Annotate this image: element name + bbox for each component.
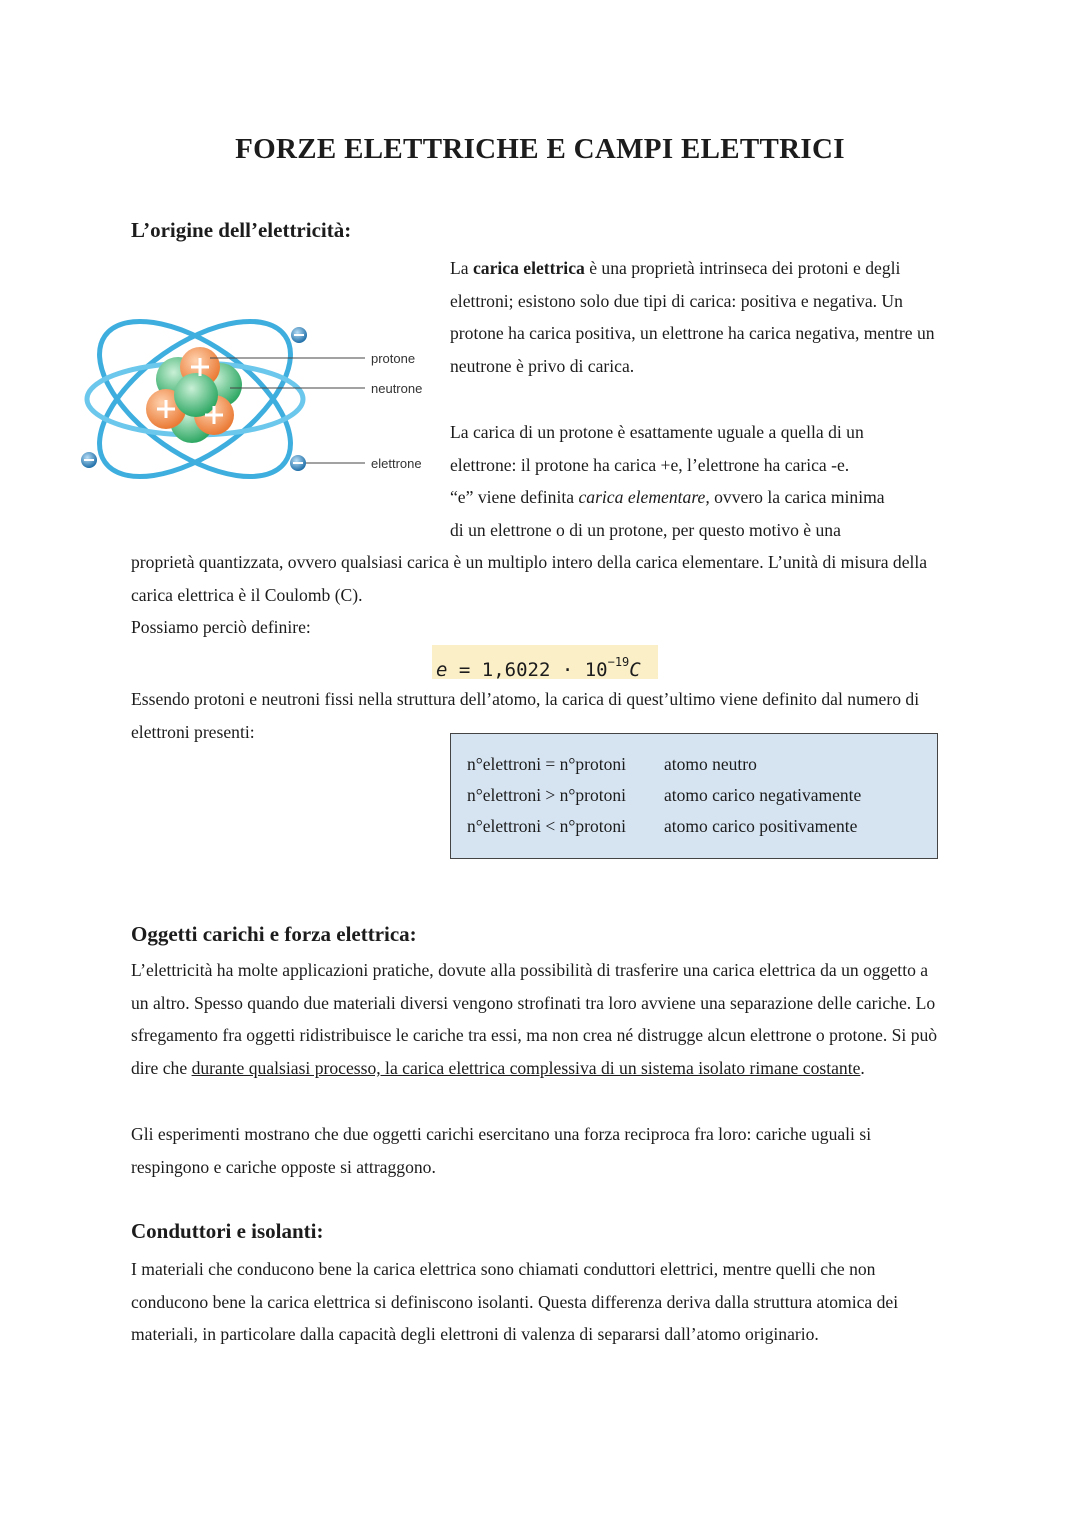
paragraph-define: Possiamo perciò definire: xyxy=(131,617,311,637)
term-carica-elettrica: carica elettrica xyxy=(472,258,585,278)
label-protone: protone xyxy=(371,351,416,366)
rule-result: atomo carico negativamente xyxy=(664,785,862,805)
rule-result: atomo neutro xyxy=(664,754,757,774)
text-run: è una proprietà intrinseca dei protoni e degli elettroni; esistono solo due tipi di carica: positiva e negativa. Un protone ha carica positiva, un elettrone ha carica negativa, mentre un neutrone è privo di carica. xyxy=(450,258,935,377)
rule-condition: n°elettroni = n°protoni xyxy=(467,754,626,774)
section-heading-conductors: Conduttori e isolanti: xyxy=(131,1219,324,1243)
nucleus xyxy=(146,347,242,443)
formula-elementary-charge xyxy=(432,645,658,679)
section-heading-charged-objects: Oggetti carichi e forza elettrica: xyxy=(131,922,417,946)
label-elettrone: elettrone xyxy=(371,456,422,471)
rule-result: atomo carico positivamente xyxy=(664,816,858,836)
paragraph-charge-value-line1: La carica di un protone è esattamente uguale a quella di un xyxy=(450,422,864,442)
term-carica-elementare: carica elementare, xyxy=(578,487,710,507)
atom-diagram xyxy=(80,283,440,513)
paragraph-charge-intro xyxy=(450,252,940,383)
formula-value: = 1,6022 · 10 xyxy=(447,659,608,681)
text-run: “e” viene definita xyxy=(450,487,579,507)
charge-rule-row xyxy=(467,780,937,811)
paragraph-experiments: Gli esperimenti mostrano che due oggetti carichi esercitano una forza reciproca fra loro: cariche uguali si respingono e cariche opposte si attraggono. xyxy=(131,1124,872,1177)
paragraph-electricity-applications xyxy=(131,954,946,1085)
section-heading-origin: L’origine dell’elettricità: xyxy=(131,218,352,242)
paragraph-charge-value-line2: elettrone: il protone ha carica +e, l’elettrone ha carica -e. xyxy=(450,455,850,475)
paragraph-atom-charge: Essendo protoni e neutroni fissi nella struttura dell’atomo, la carica di quest’ultimo viene definito dal numero di elettroni presenti: xyxy=(131,689,920,742)
formula-exponent: −19 xyxy=(607,655,630,669)
paragraph-charge-value-line3 xyxy=(450,481,950,514)
rule-condition: n°elettroni < n°protoni xyxy=(467,816,626,836)
paragraph-charge-value-line4: di un elettrone o di un protone, per questo motivo è una xyxy=(450,520,841,540)
label-neutrone: neutrone xyxy=(371,381,423,396)
paragraph-conductors-insulators: I materiali che conducono bene la carica elettrica sono chiamati conduttori elettrici, mentre quelli che non conducono bene la carica elettrica si definiscono isolanti. Questa differenza deriva dalla struttura atomica dei materiali, in particolare dalla capacità degli elettroni di valenza di separarsi dall’atomo originario. xyxy=(131,1259,899,1345)
rule-condition: n°elettroni > n°protoni xyxy=(467,785,626,805)
paragraph-quantized: proprietà quantizzata, ovvero qualsiasi carica è un multiplo intero della carica elementare. L’unità di misura della carica elettrica è il Coulomb (C). xyxy=(131,552,928,605)
charge-rule-row xyxy=(467,811,937,842)
formula-lhs: e xyxy=(436,659,448,681)
formula-unit: C xyxy=(629,659,641,681)
conservation-of-charge-statement: durante qualsiasi processo, la carica elettrica complessiva di un sistema isolato rimane costante xyxy=(191,1058,861,1079)
charge-rules-box xyxy=(450,733,938,859)
charge-rule-row xyxy=(467,749,937,780)
text-run: . xyxy=(860,1058,865,1079)
text-run: L’elettricità ha molte applicazioni pratiche, dovute alla possibilità di trasferire una carica elettrica da un oggetto a un altro. Spesso quando due materiali diversi vengono strofinati tra loro avviene una separazione delle cariche. Lo sfregamento fra oggetti ridistribuisce le cariche tra essi, ma non crea né distrugge alcun elettrone o protone. Si può dire che xyxy=(131,960,938,1079)
text-run: ovvero la carica minima xyxy=(709,487,885,507)
neutron-sphere xyxy=(174,373,218,417)
text-run: La xyxy=(450,258,473,278)
page-title: FORZE ELETTRICHE E CAMPI ELETTRICI xyxy=(235,133,845,165)
